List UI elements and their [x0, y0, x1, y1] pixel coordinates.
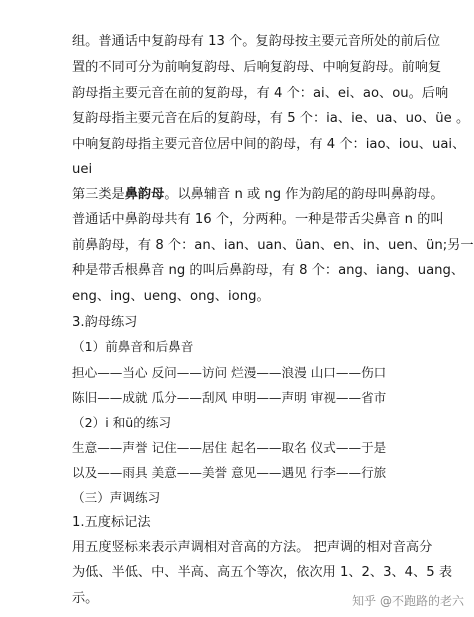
practice-line: 生意——声誉 记住——居住 起名——取名 仪式——于是 — [72, 440, 387, 455]
subsection-title: （三）声调练习 — [72, 490, 161, 505]
practice-line: 以及——雨具 美意——美誉 意见——遇见 行李——行旅 — [72, 465, 387, 480]
text-line: 种是带舌根鼻音 ng 的叫后鼻韵母，有 8 个：ang、iang、uang、 — [72, 263, 465, 278]
practice-line: 陈旧——成就 瓜分——刮风 申明——声明 审视——省市 — [72, 390, 387, 405]
text-line: 组。普通话中复韵母有 13 个。复韵母按主要元音所处的前后位 — [72, 34, 441, 49]
text-line: 韵母指主要元音在前的复韵母，有 4 个：ai、ei、ao、ou。后响 — [72, 86, 449, 101]
text-line: 中响复韵母指主要元音位居中间的韵母，有 4 个：iao、iou、uai、 — [72, 137, 466, 152]
text-line: 复韵母指主要元音在后的复韵母，有 5 个：ia、ie、ua、uo、üe 。 — [72, 111, 470, 126]
subsection-title: （2）i 和ü的练习 — [72, 415, 172, 430]
section-prefix: 第三类是 — [72, 187, 125, 202]
text-line: eng、ing、ueng、ong、iong。 — [72, 289, 270, 304]
text-line: 为低、半低、中、半高、高五个等次，依次用 1、2、3、4、5 表 — [72, 565, 453, 580]
section-suffix: 。以鼻辅音 n 或 ng 作为韵尾的韵母叫鼻韵母。 — [164, 187, 444, 202]
text-line: 用五度竖标来表示声调相对音高的方法。 把声调的相对音高分 — [72, 540, 433, 555]
subsection-title: 3.韵母练习 — [72, 315, 138, 330]
section-heading-nasal-finals — [72, 184, 462, 206]
practice-line: 担心——当心 反问——访问 烂漫——浪漫 山口——伤口 — [72, 365, 387, 380]
text-line: 置的不同可分为前响复韵母、后响复韵母、中响复韵母。前响复 — [72, 60, 442, 75]
subsection-title: 1.五度标记法 — [72, 515, 151, 530]
section-highlight: 鼻韵母 — [124, 187, 165, 202]
text-line: uei — [72, 162, 93, 177]
text-line: 示。 — [72, 591, 99, 606]
watermark: 知乎 @不跑路的老六 — [352, 594, 464, 608]
text-line: 前鼻韵母，有 8 个：an、ian、uan、üan、en、in、uen、ün;另一 — [72, 238, 474, 253]
subsection-title: （1）前鼻音和后鼻音 — [72, 339, 194, 354]
text-line: 普通话中鼻韵母共有 16 个，分两种。一种是带舌尖鼻音 n 的叫 — [72, 212, 444, 227]
